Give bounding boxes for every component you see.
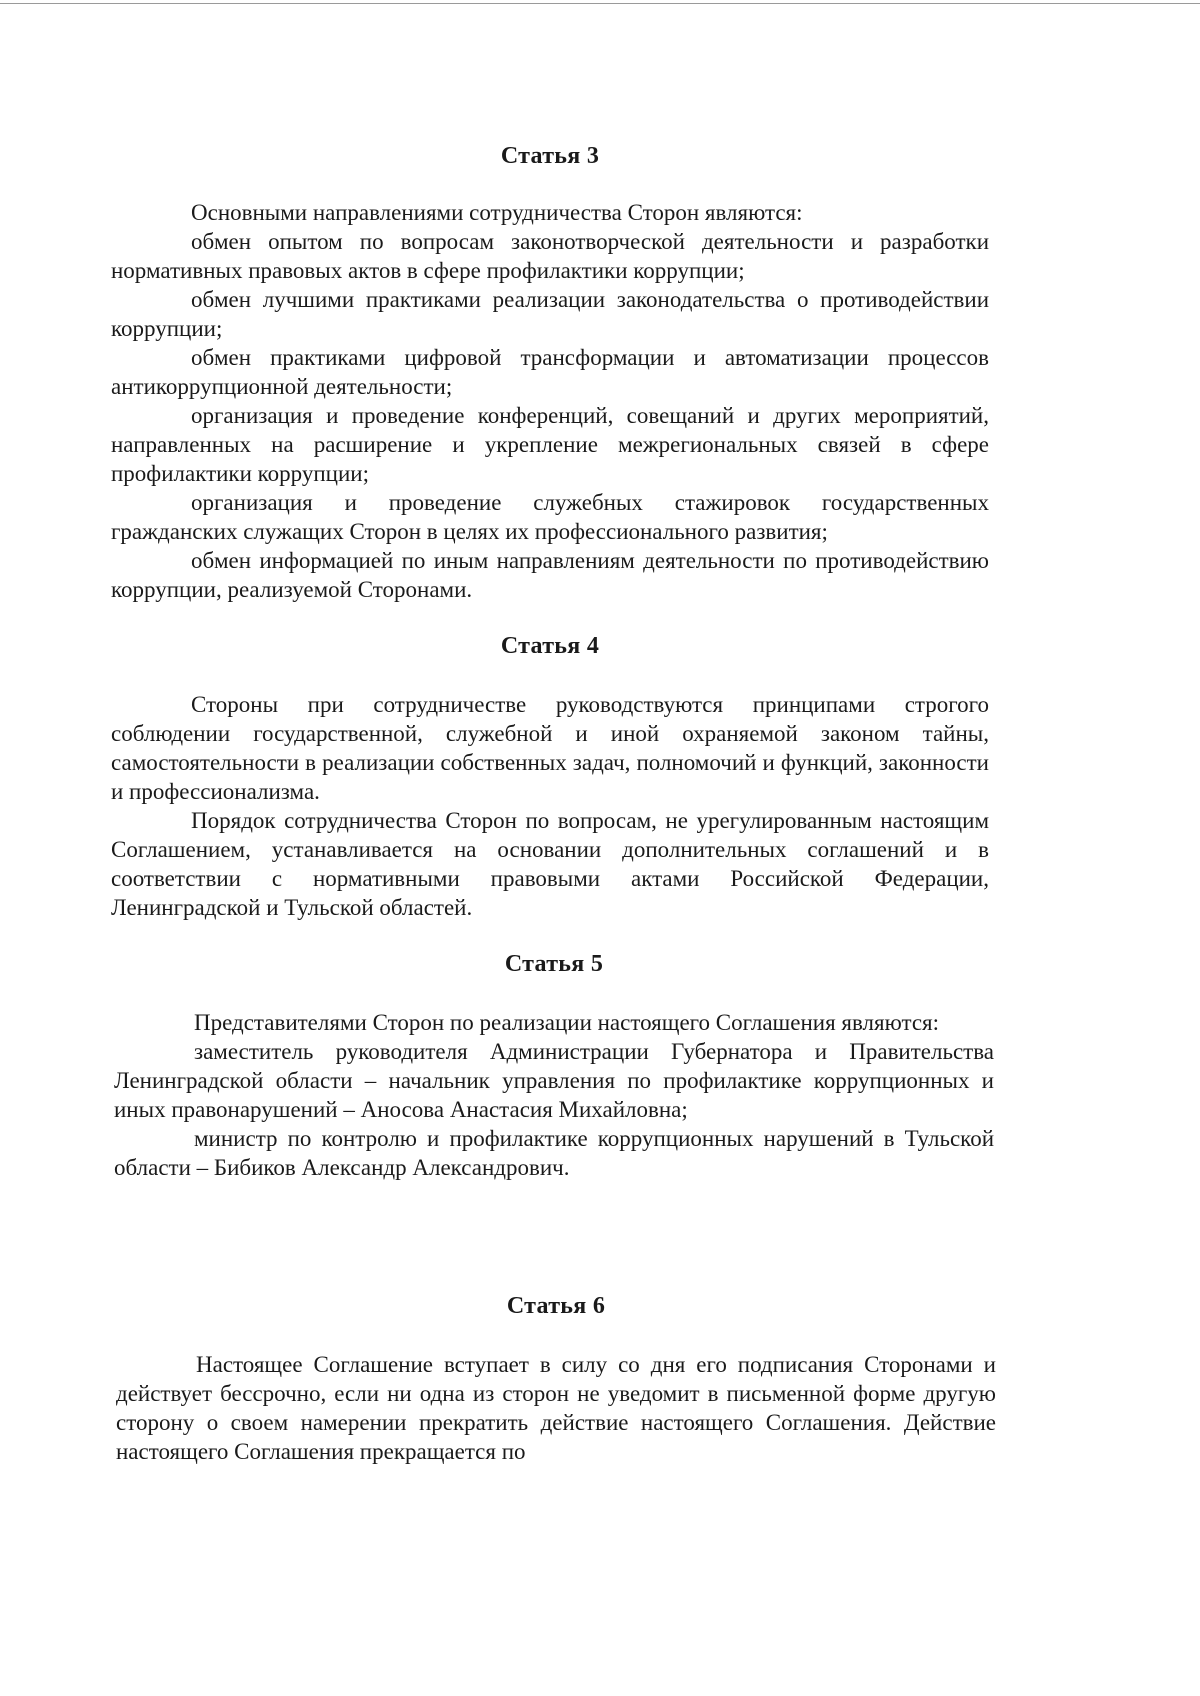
article-5-representative-1: заместитель руководителя Администрации Губернатора и Правительства Ленинградской области – начальник управления по профилактике коррупционных и иных правонарушений – Аносова Анастасия Михайловна; — [114, 1039, 994, 1122]
article-5 — [114, 950, 994, 1182]
article-3-item-6: обмен информацией по иным направлениям деятельности по противодействию коррупции, реализуемой Сторонами. — [111, 548, 989, 602]
article-3-item-5: организация и проведение служебных стажировок государственных гражданских служащих Сторон в целях их профессионального развития; — [111, 490, 989, 544]
article-3 — [111, 142, 989, 604]
article-3-item-1: обмен опытом по вопросам законотворческой деятельности и разработки нормативных правовых актов в сфере профилактики коррупции; — [111, 229, 989, 283]
article-5-representative-2: министр по контролю и профилактике коррупционных нарушений в Тульской области – Бибиков Александр Александрович. — [114, 1126, 994, 1180]
top-edge-rule — [0, 3, 1200, 4]
article-6 — [116, 1292, 996, 1466]
article-6-heading: Статья 6 — [506, 1293, 606, 1319]
article-3-item-3: обмен практиками цифровой трансформации и автоматизации процессов антикоррупционной деятельности; — [111, 345, 989, 399]
article-3-intro: Основными направлениями сотрудничества Сторон являются: — [191, 200, 803, 225]
article-4-heading: Статья 4 — [500, 633, 600, 659]
article-5-intro: Представителями Сторон по реализации настоящего Соглашения являются: — [194, 1010, 940, 1035]
article-4-paragraph-2: Порядок сотрудничества Сторон по вопросам, не урегулированным настоящим Соглашением, устанавливается на основании дополнительных соглашений и в соответствии с нормативными правовыми актами Российской Федерации, Ленинградской и Тульской областей. — [111, 808, 989, 920]
article-3-item-2: обмен лучшими практиками реализации законодательства о противодействии коррупции; — [111, 287, 989, 341]
article-3-heading: Статья 3 — [500, 143, 600, 169]
article-4 — [111, 632, 989, 922]
article-6-paragraph-1: Настоящее Соглашение вступает в силу со дня его подписания Сторонами и действует бессрочно, если ни одна из сторон не уведомит в письменной форме другую сторону о своем намерении прекратить действие настоящего Соглашения. Действие настоящего Соглашения прекращается по — [116, 1352, 996, 1464]
article-4-paragraph-1: Стороны при сотрудничестве руководствуются принципами строгого соблюдении государственной, служебной и иной охраняемой законом тайны, самостоятельности в реализации собственных задач, полномочий и функций, законности и профессионализма. — [111, 692, 989, 804]
article-5-heading: Статья 5 — [504, 951, 604, 977]
article-3-item-4: организация и проведение конференций, совещаний и других мероприятий, направленных на расширение и укрепление межрегиональных связей в сфере профилактики коррупции; — [111, 403, 989, 486]
